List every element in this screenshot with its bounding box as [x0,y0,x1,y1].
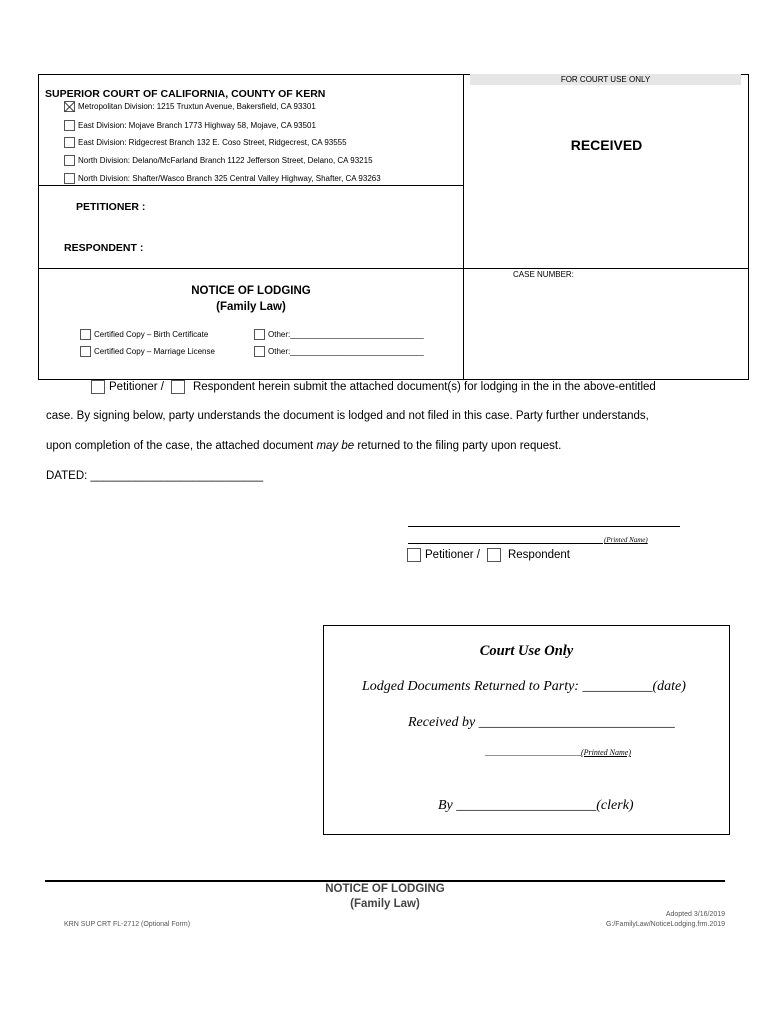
court-use-only-title: Court Use Only [479,643,574,659]
petitioner-option-label: Petitioner / [109,381,164,393]
division-checkbox-metropolitan[interactable] [64,101,75,112]
division-label: East Division: Mojave Branch 1773 Highway 58, Mojave, CA 93501 [78,121,316,130]
signature-respondent-label: Respondent [507,549,571,561]
other-2-checkbox[interactable] [254,346,265,357]
signature-party-select [407,548,570,562]
body-line-2: case. By signing below, party understands the document is lodged and not filed in this case. Party further understands, [46,410,649,422]
division-option-mojave[interactable] [64,120,316,131]
division-label: North Division: Shafter/Wasco Branch 325 Central Valley Highway, Shafter, CA 93263 [78,174,381,183]
printed-name-caption: (Printed Name) [604,536,648,544]
footer-rule [45,880,725,882]
division-option-metropolitan[interactable] [64,101,316,112]
option-other-2[interactable] [254,346,424,357]
court-printed-name-caption: (Printed Name) [581,748,631,757]
footer-title: NOTICE OF LODGING [325,883,445,895]
division-option-shafter[interactable] [64,173,381,184]
court-use-only-header: FOR COURT USE ONLY [470,74,741,85]
division-checkbox-ridgecrest[interactable] [64,137,75,148]
received-by-field[interactable]: Received by ____________________________ [408,715,675,730]
division-option-ridgecrest[interactable] [64,137,347,148]
division-option-delano[interactable] [64,155,373,166]
birth-certificate-checkbox[interactable] [80,329,91,340]
division-checkbox-mojave[interactable] [64,120,75,131]
petitioner-checkbox[interactable] [91,380,105,394]
caption-divider-court [38,185,464,186]
court-printed-name-line: ________________________ [485,748,581,757]
footer-adopted: Adopted 3/16/2019 [665,911,725,918]
option-marriage-license[interactable] [80,346,215,357]
footer-subtitle: (Family Law) [350,898,420,910]
signature-line[interactable] [408,526,680,527]
respondent-option-label: Respondent herein submit the attached document(s) for lodging in the in the above-entitled [192,381,656,393]
body-line-3-emphasis: may be [316,440,355,452]
division-checkbox-shafter[interactable] [64,173,75,184]
division-label: Metropolitan Division: 1215 Truxtun Avenue, Bakersfield, CA 93301 [78,102,316,111]
option-other-1[interactable] [254,329,424,340]
division-checkbox-delano[interactable] [64,155,75,166]
footer-path: G:/FamilyLaw/NoticeLodging.frm.2019 [605,921,725,928]
signature-petitioner-checkbox[interactable] [407,548,421,562]
option-label: Certified Copy – Birth Certificate [94,330,209,339]
signature-respondent-checkbox[interactable] [487,548,501,562]
printed-name-line[interactable] [408,543,603,544]
marriage-license-checkbox[interactable] [80,346,91,357]
clerk-field[interactable]: By ____________________(clerk) [438,798,634,813]
option-label: Certified Copy – Marriage License [94,347,215,356]
court-printed-name-field[interactable] [485,748,631,757]
body-line-3-b: returned to the filing party upon request. [354,440,562,452]
body-line-3-a: upon completion of the case, the attached document [46,440,317,452]
received-stamp: RECEIVED [570,137,643,153]
body-line-1 [91,380,656,394]
body-line-3 [46,440,561,452]
caption-vertical-divider [463,74,464,380]
division-label: East Division: Ridgecrest Branch 132 E. Coso Street, Ridgecrest, CA 93555 [78,138,347,147]
court-title: SUPERIOR COURT OF CALIFORNIA, COUNTY OF KERN [45,88,326,100]
case-number-label: CASE NUMBER: [513,270,574,279]
division-label: North Division: Delano/McFarland Branch 1122 Jefferson Street, Delano, CA 93215 [78,156,373,165]
petitioner-label: PETITIONER : [76,201,146,213]
respondent-checkbox[interactable] [171,380,185,394]
returned-to-party-field[interactable]: Lodged Documents Returned to Party: __________(date) [362,679,686,694]
other-1-checkbox[interactable] [254,329,265,340]
option-label: Other:______________________________ [268,347,424,356]
dated-field[interactable]: DATED: ___________________________ [46,470,264,482]
footer-form-id: KRN SUP CRT FL-2712 (Optional Form) [64,921,191,928]
notice-subtitle: (Family Law) [216,301,286,313]
respondent-label: RESPONDENT : [64,242,144,254]
option-label: Other:______________________________ [268,330,424,339]
caption-divider-notice [38,268,749,269]
signature-petitioner-label: Petitioner / [425,549,480,561]
notice-title: NOTICE OF LODGING [191,285,311,297]
option-birth-certificate[interactable] [80,329,208,340]
